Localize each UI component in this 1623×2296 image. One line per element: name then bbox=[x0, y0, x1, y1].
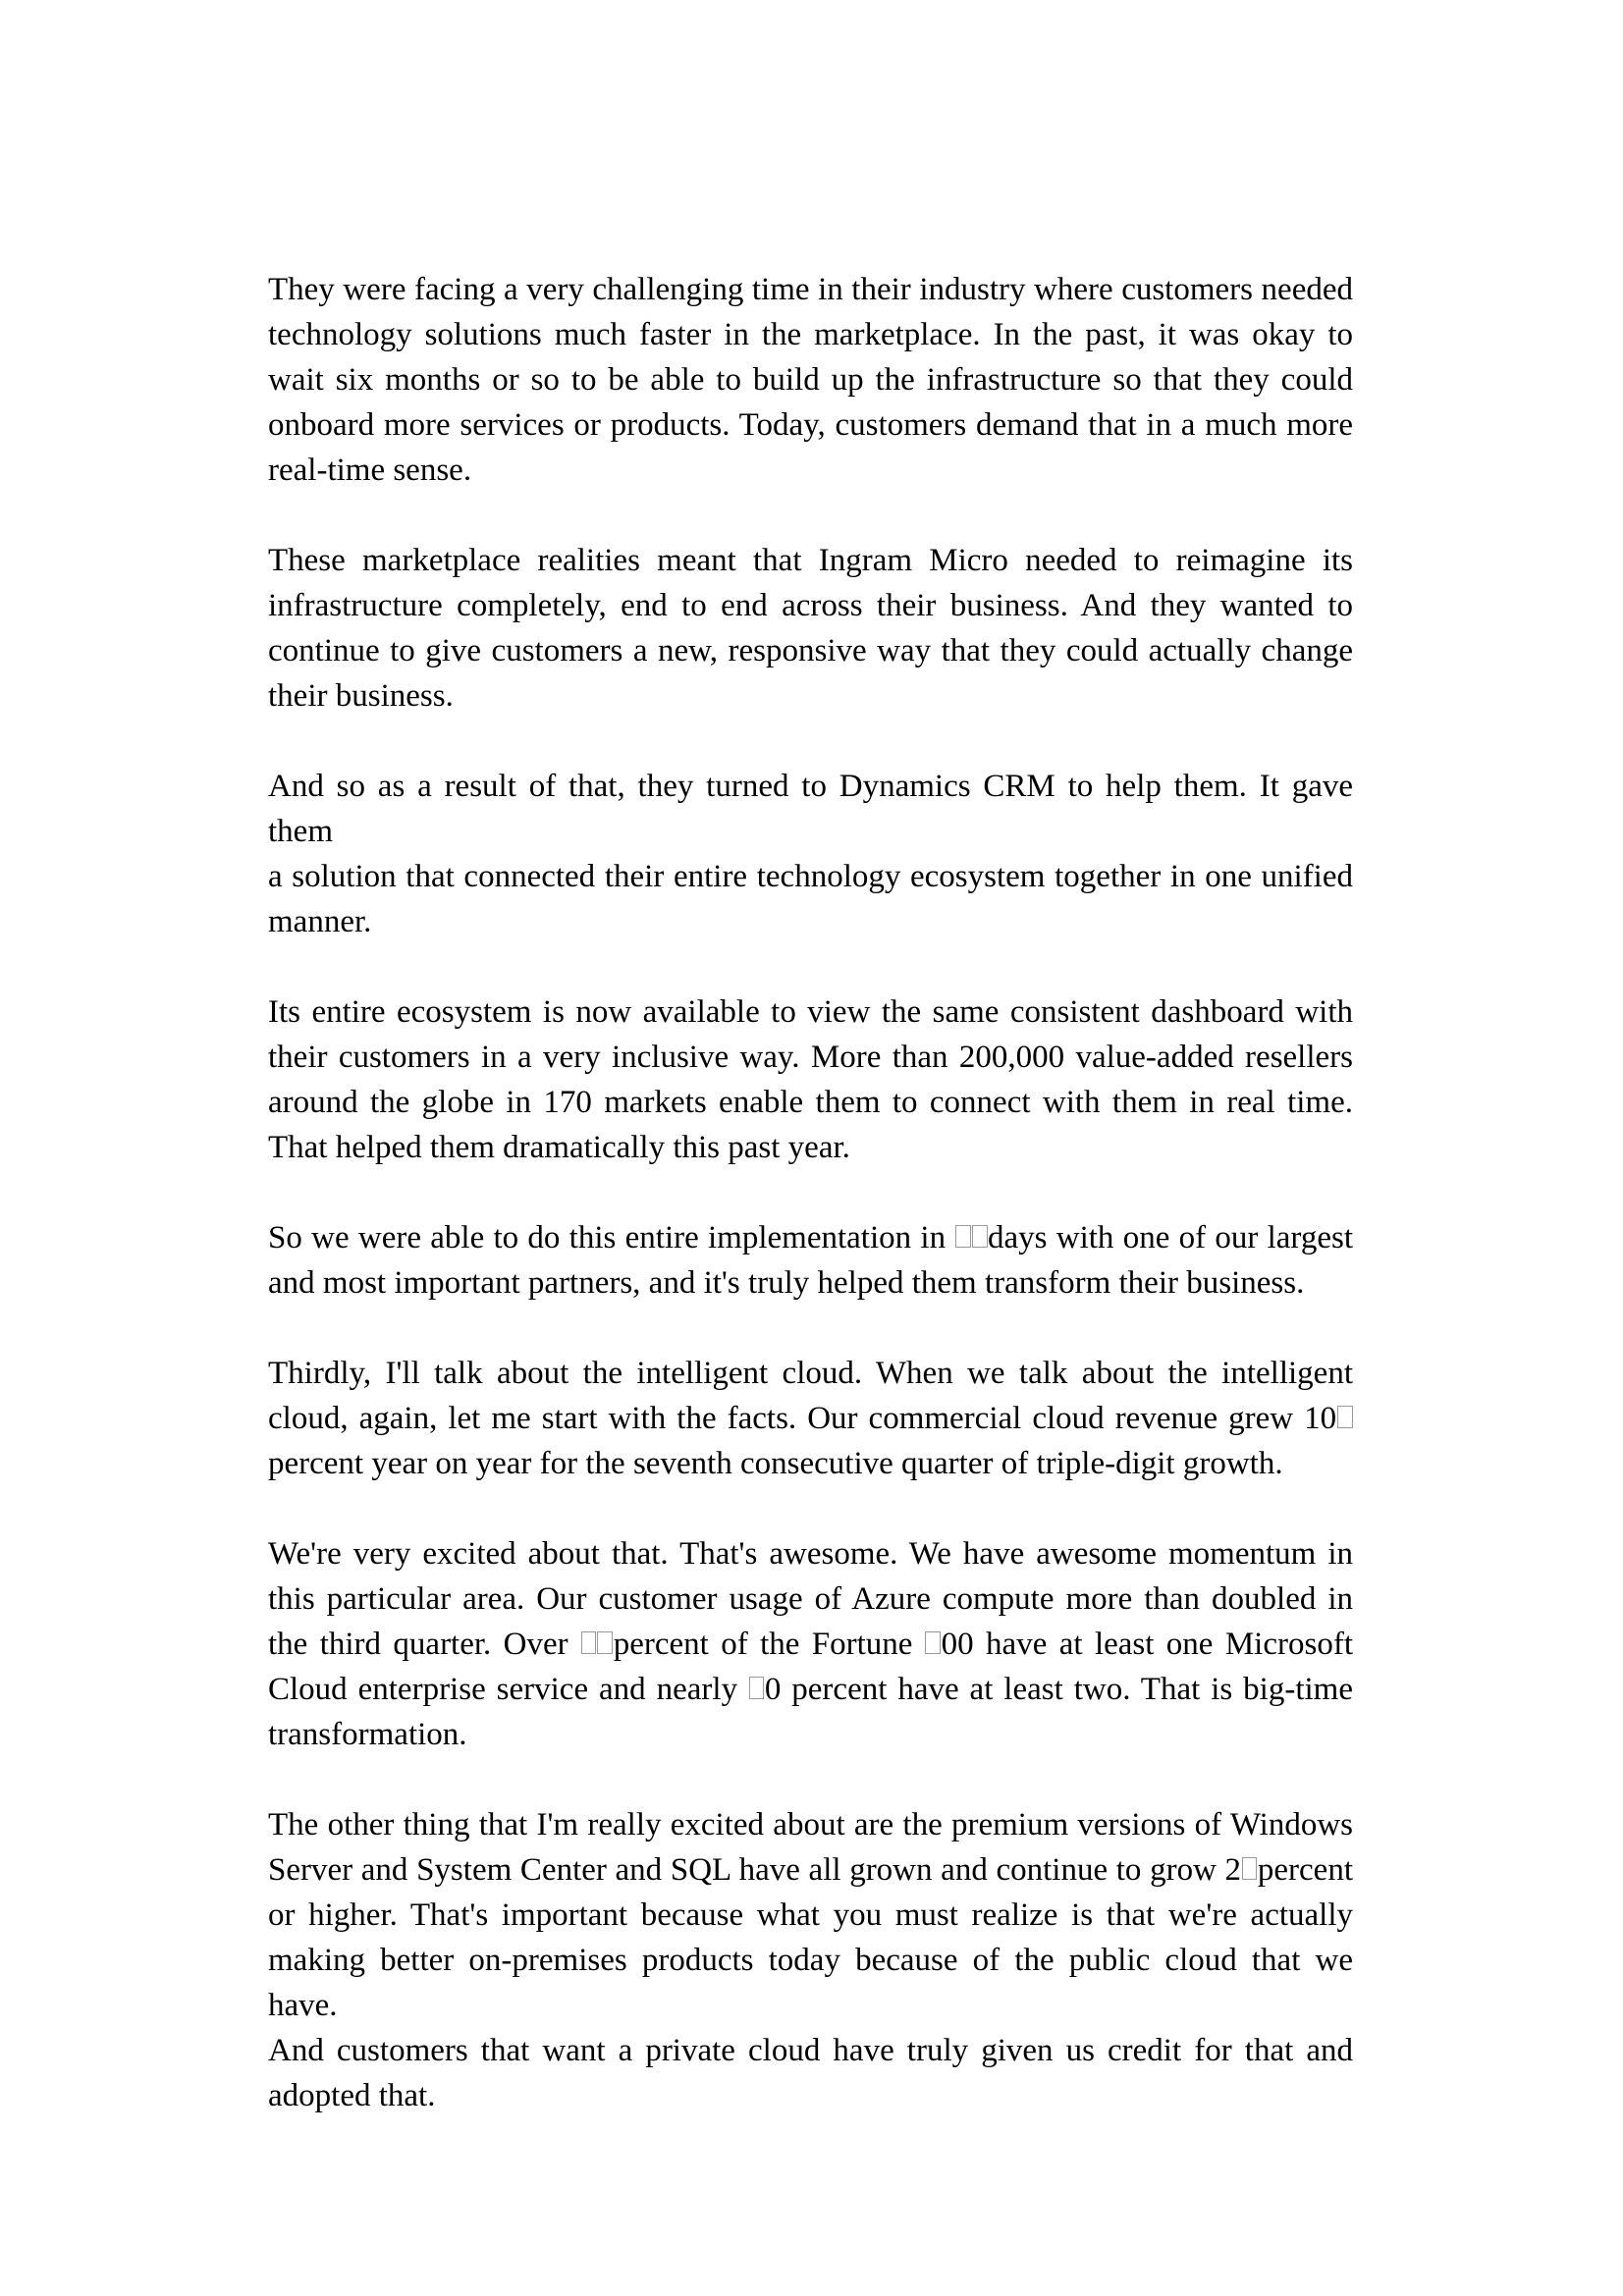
text-line: transformation. bbox=[268, 1717, 467, 1752]
text-line: the third quarter. Over percent of the Fortune 00 have at least one Microsoft bbox=[268, 1627, 1353, 1662]
paragraph bbox=[268, 764, 1353, 944]
missing-glyph-box bbox=[597, 1631, 613, 1654]
paragraph bbox=[268, 538, 1353, 719]
text-line: a solution that connected their entire technology ecosystem together in one unified bbox=[268, 859, 1353, 894]
text-line: And so as a result of that, they turned to Dynamics CRM to help them. It gave them bbox=[268, 769, 1353, 849]
paragraph bbox=[268, 1351, 1353, 1486]
missing-glyph-box bbox=[1337, 1406, 1353, 1428]
text-line: We're very excited about that. That's awesome. We have awesome momentum in bbox=[268, 1536, 1353, 1572]
text-line: They were facing a very challenging time in their industry where customers needed bbox=[268, 272, 1353, 307]
text-line: onboard more services or products. Today, customers demand that in a much more bbox=[268, 407, 1353, 443]
text-block bbox=[268, 267, 1353, 2163]
missing-glyph-box bbox=[972, 1225, 988, 1248]
paragraph bbox=[268, 267, 1353, 493]
paragraph bbox=[268, 1531, 1353, 1757]
missing-glyph-box bbox=[1242, 1857, 1258, 1880]
text-line: wait six months or so to be able to build up the infrastructure so that they could bbox=[268, 362, 1353, 398]
text-line: manner. bbox=[268, 904, 372, 939]
text-line: cloud, again, let me start with the facts. Our commercial cloud revenue grew 10 bbox=[268, 1396, 1353, 1441]
text-line: or higher. That's important because what you must realize is that we're actually bbox=[268, 1897, 1353, 1933]
text-line: real-time sense. bbox=[268, 453, 472, 488]
text-line: and most important partners, and it's truly helped them transform their business. bbox=[268, 1265, 1305, 1301]
missing-glyph-box bbox=[925, 1631, 941, 1654]
text-line: infrastructure completely, end to end across their business. And they wanted to bbox=[268, 588, 1353, 623]
text-line: Its entire ecosystem is now available to view the same consistent dashboard with bbox=[268, 994, 1353, 1030]
text-line: around the globe in 170 markets enable them to connect with them in real time. bbox=[268, 1085, 1353, 1120]
paragraph bbox=[268, 1802, 1353, 2118]
text-line: Thirdly, I'll talk about the intelligent cloud. When we talk about the intelligent bbox=[268, 1356, 1353, 1391]
paragraph bbox=[268, 989, 1353, 1170]
text-line: this particular area. Our customer usage of Azure compute more than doubled in bbox=[268, 1581, 1353, 1617]
text-line: That helped them dramatically this past year. bbox=[268, 1130, 850, 1165]
missing-glyph-box bbox=[749, 1677, 765, 1699]
text-line: And customers that want a private cloud have truly given us credit for that and bbox=[268, 2033, 1353, 2068]
text-line: technology solutions much faster in the marketplace. In the past, it was okay to bbox=[268, 317, 1353, 352]
text-line: their business. bbox=[268, 678, 454, 714]
missing-glyph-box bbox=[955, 1225, 971, 1248]
text-line: Cloud enterprise service and nearly 0 percent have at least two. That is big-time bbox=[268, 1672, 1353, 1707]
text-line: making better on-premises products today because of the public cloud that we have. bbox=[268, 1943, 1353, 2023]
text-line: adopted that. bbox=[268, 2078, 436, 2113]
paragraph bbox=[268, 1215, 1353, 1306]
text-line: continue to give customers a new, responsive way that they could actually change bbox=[268, 633, 1353, 668]
text-line: So we were able to do this entire implementation in days with one of our largest bbox=[268, 1220, 1353, 1255]
text-line: The other thing that I'm really excited about are the premium versions of Windows bbox=[268, 1807, 1353, 1842]
text-line: These marketplace realities meant that Ingram Micro needed to reimagine its bbox=[268, 543, 1353, 578]
missing-glyph-box bbox=[581, 1631, 597, 1654]
text-line: Server and System Center and SQL have all grown and continue to grow 2 percent bbox=[268, 1852, 1353, 1888]
text-line: percent year on year for the seventh consecutive quarter of triple-digit growth. bbox=[268, 1446, 1283, 1481]
text-line: their customers in a very inclusive way. More than 200,000 value-added resellers bbox=[268, 1040, 1353, 1075]
